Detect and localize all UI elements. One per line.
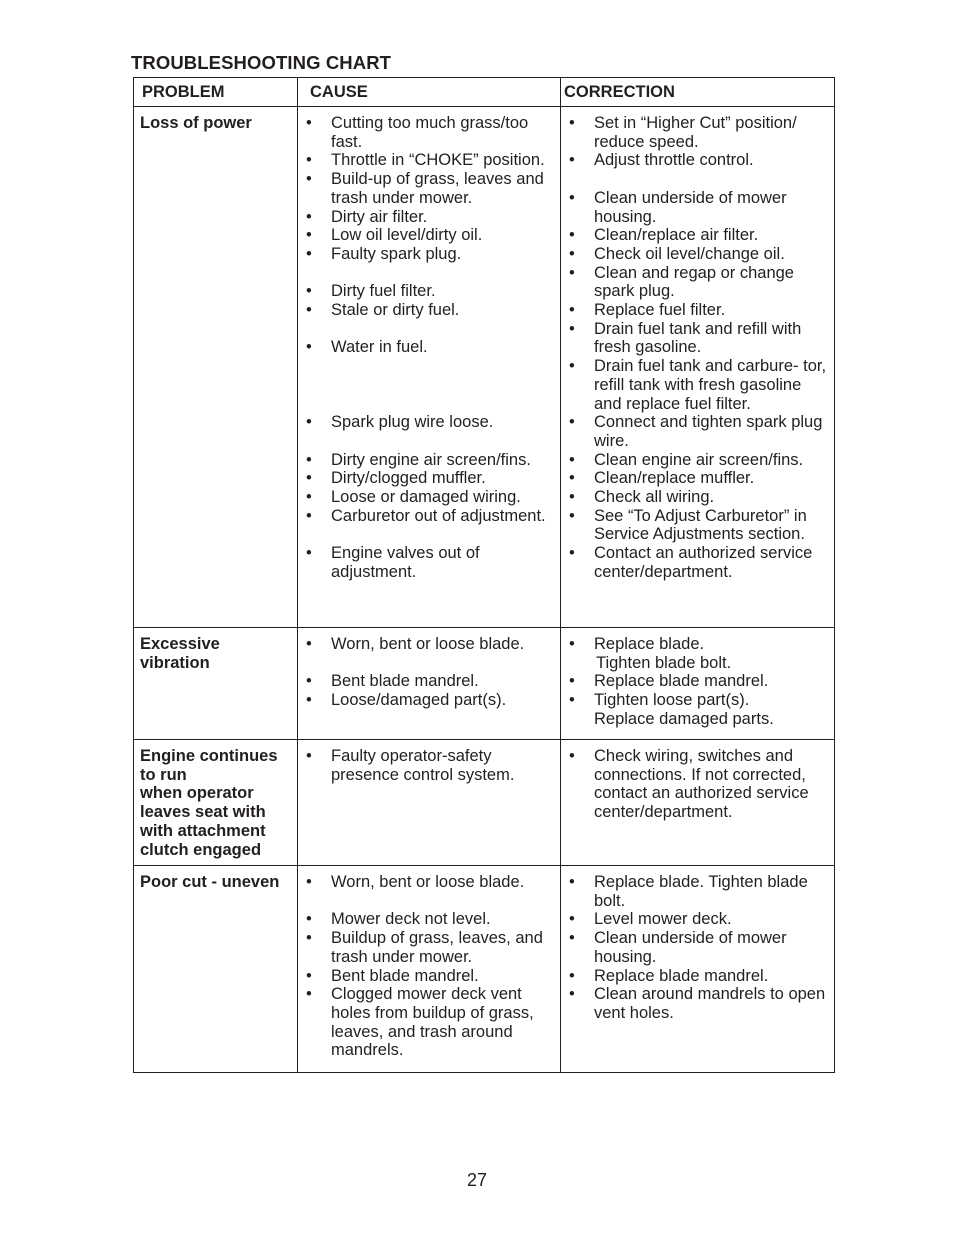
- bullet-icon: •: [306, 469, 312, 488]
- problem-cell: Poor cut - uneven: [134, 866, 298, 1073]
- list-item: • Faulty spark plug.: [306, 244, 462, 263]
- list-item: • Spark plug wire loose.: [306, 413, 494, 432]
- list-item: • Worn, bent or loose blade.: [306, 635, 525, 653]
- list-item: • Worn, bent or loose blade.: [306, 873, 525, 891]
- list-item: • Replace fuel filter.: [569, 301, 726, 320]
- bullet-icon: •: [306, 985, 312, 1004]
- bullet-icon: •: [569, 114, 575, 132]
- bullet-icon: •: [306, 282, 312, 301]
- table-row: [134, 740, 835, 866]
- column-header-correction: CORRECTION: [561, 78, 835, 107]
- list-item: • Tighten loose part(s).: [569, 691, 750, 710]
- correction-cell: [561, 628, 835, 740]
- list-item: • Clean around mandrels to open vent holes.: [569, 985, 826, 1022]
- list-item: • Dirty fuel filter.: [306, 282, 436, 301]
- bullet-icon: •: [306, 413, 312, 432]
- list-item: • Build-up of grass, leaves and trash under mower.: [306, 170, 544, 207]
- list-item: • Mower deck not level.: [306, 910, 491, 929]
- list-item: • Bent blade mandrel.: [306, 966, 479, 985]
- list-item: • Dirty engine air screen/fins.: [306, 450, 531, 469]
- list-item: • Adjust throttle control.: [569, 151, 754, 170]
- list-item: • Connect and tighten spark plug wire.: [569, 413, 823, 450]
- list-item: • Replace blade.: [569, 635, 705, 653]
- list-item: • Clean/replace muffler.: [569, 469, 755, 488]
- list-item: • Set in “Higher Cut” position/ reduce speed.: [569, 114, 797, 151]
- list-item: • Contact an authorized service center/department.: [569, 544, 813, 581]
- list-item: • Dirty air filter.: [306, 207, 428, 226]
- bullet-icon: •: [306, 635, 312, 653]
- bullet-icon: •: [306, 910, 312, 929]
- cause-cell: [298, 740, 561, 866]
- list-item: • Clean/replace air filter.: [569, 226, 759, 245]
- bullet-icon: •: [569, 873, 575, 891]
- page-title: TROUBLESHOOTING CHART: [131, 52, 392, 73]
- troubleshooting-table: [133, 77, 835, 1073]
- cause-list: [298, 873, 560, 1060]
- correction-cell: [561, 866, 835, 1073]
- correction-list: [561, 635, 834, 729]
- list-item: • Level mower deck.: [569, 910, 732, 929]
- bullet-icon: •: [306, 691, 312, 710]
- table-row: [134, 107, 835, 628]
- column-header-cause: CAUSE: [298, 78, 561, 107]
- bullet-icon: •: [569, 747, 575, 765]
- list-item: • Clogged mower deck vent holes from buildup of grass, leaves, and trash around mandrels.: [306, 985, 534, 1060]
- bullet-icon: •: [306, 747, 312, 765]
- bullet-icon: •: [569, 910, 575, 929]
- list-item: • Bent blade mandrel.: [306, 672, 479, 691]
- bullet-icon: •: [569, 544, 575, 563]
- list-item: • Replace blade mandrel.: [569, 966, 769, 985]
- table-header-row: [134, 78, 835, 107]
- list-item: • Stale or dirty fuel.: [306, 301, 460, 320]
- correction-cell: [561, 740, 835, 866]
- list-item: • Drain fuel tank and carbure- tor, refill tank with fresh gasoline and replace fuel filter.: [569, 357, 827, 413]
- bullet-icon: •: [569, 929, 575, 948]
- bullet-icon: •: [306, 488, 312, 506]
- list-item: • Clean engine air screen/fins.: [569, 450, 804, 469]
- bullet-icon: •: [569, 357, 575, 376]
- list-item: • Loose/damaged part(s).: [306, 691, 507, 710]
- bullet-icon: •: [569, 244, 575, 263]
- list-item: • Throttle in “CHOKE” position.: [306, 151, 545, 170]
- bullet-icon: •: [569, 263, 575, 282]
- list-item: Replace damaged parts.: [594, 709, 774, 728]
- bullet-icon: •: [569, 506, 575, 525]
- bullet-icon: •: [569, 469, 575, 488]
- bullet-icon: •: [306, 151, 312, 170]
- list-item: • Low oil level/dirty oil.: [306, 226, 483, 245]
- table-row: [134, 628, 835, 740]
- list-item: • Drain fuel tank and refill with fresh gasoline.: [569, 319, 802, 357]
- list-item: • Clean and regap or change spark plug.: [569, 263, 794, 301]
- column-header-problem: PROBLEM: [134, 78, 298, 107]
- list-item: • Check all wiring.: [569, 488, 715, 507]
- list-item: • Faulty operator-safety presence control system.: [306, 747, 515, 784]
- bullet-icon: •: [306, 170, 312, 189]
- cause-cell: [298, 628, 561, 740]
- list-item: • Engine valves out of adjustment.: [306, 544, 480, 581]
- bullet-icon: •: [569, 450, 575, 469]
- table-row: [134, 866, 835, 1073]
- list-item: • Dirty/clogged muffler.: [306, 469, 486, 488]
- bullet-icon: •: [306, 966, 312, 985]
- list-item: • See “To Adjust Carburetor” in Service Adjustments section.: [569, 506, 807, 544]
- bullet-icon: •: [569, 319, 575, 338]
- bullet-icon: •: [306, 929, 312, 948]
- list-item: • Check wiring, switches and connections. If not corrected, contact an authorized service center/department.: [569, 747, 809, 822]
- bullet-icon: •: [306, 506, 312, 525]
- bullet-icon: •: [306, 301, 312, 320]
- bullet-icon: •: [569, 672, 575, 691]
- list-item: • Clean underside of mower housing.: [569, 188, 787, 226]
- bullet-icon: •: [306, 207, 312, 226]
- bullet-icon: •: [306, 672, 312, 691]
- bullet-icon: •: [569, 985, 575, 1004]
- bullet-icon: •: [569, 488, 575, 507]
- list-item: Tighten blade bolt.: [596, 653, 732, 672]
- correction-list: [561, 114, 834, 582]
- list-item: • Replace blade mandrel.: [569, 672, 769, 691]
- problem-cell: Excessive vibration: [134, 628, 298, 740]
- bullet-icon: •: [306, 338, 312, 357]
- list-item: • Water in fuel.: [306, 338, 428, 357]
- list-item: • Check oil level/change oil.: [569, 244, 785, 263]
- bullet-icon: •: [569, 188, 575, 207]
- bullet-icon: •: [569, 635, 575, 653]
- correction-list: [561, 747, 834, 822]
- bullet-icon: •: [569, 226, 575, 245]
- list-item: • Buildup of grass, leaves, and trash under mower.: [306, 929, 543, 966]
- cause-cell: [298, 107, 561, 628]
- problem-cell: Engine continues to run when operator leaves seat with with attachment clutch engaged: [134, 740, 298, 866]
- bullet-icon: •: [306, 244, 312, 263]
- list-item: • Clean underside of mower housing.: [569, 929, 787, 966]
- correction-cell: [561, 107, 835, 628]
- bullet-icon: •: [569, 966, 575, 985]
- list-item: • Loose or damaged wiring.: [306, 488, 521, 506]
- problem-cell: Loss of power: [134, 107, 298, 628]
- correction-list: [561, 873, 834, 1023]
- bullet-icon: •: [569, 691, 575, 710]
- cause-list: [298, 635, 560, 710]
- bullet-icon: •: [306, 873, 312, 891]
- bullet-icon: •: [306, 450, 312, 469]
- cause-list: [298, 114, 560, 582]
- cause-list: [298, 747, 560, 784]
- cause-cell: [298, 866, 561, 1073]
- bullet-icon: •: [569, 413, 575, 432]
- list-item: • Cutting too much grass/too fast.: [306, 114, 529, 151]
- list-item: • Carburetor out of adjustment.: [306, 506, 546, 525]
- list-item: • Replace blade. Tighten blade bolt.: [569, 873, 808, 910]
- bullet-icon: •: [569, 301, 575, 320]
- bullet-icon: •: [306, 544, 312, 563]
- bullet-icon: •: [306, 226, 312, 245]
- page-number: 27: [466, 1170, 488, 1190]
- bullet-icon: •: [569, 151, 575, 170]
- bullet-icon: •: [306, 114, 312, 132]
